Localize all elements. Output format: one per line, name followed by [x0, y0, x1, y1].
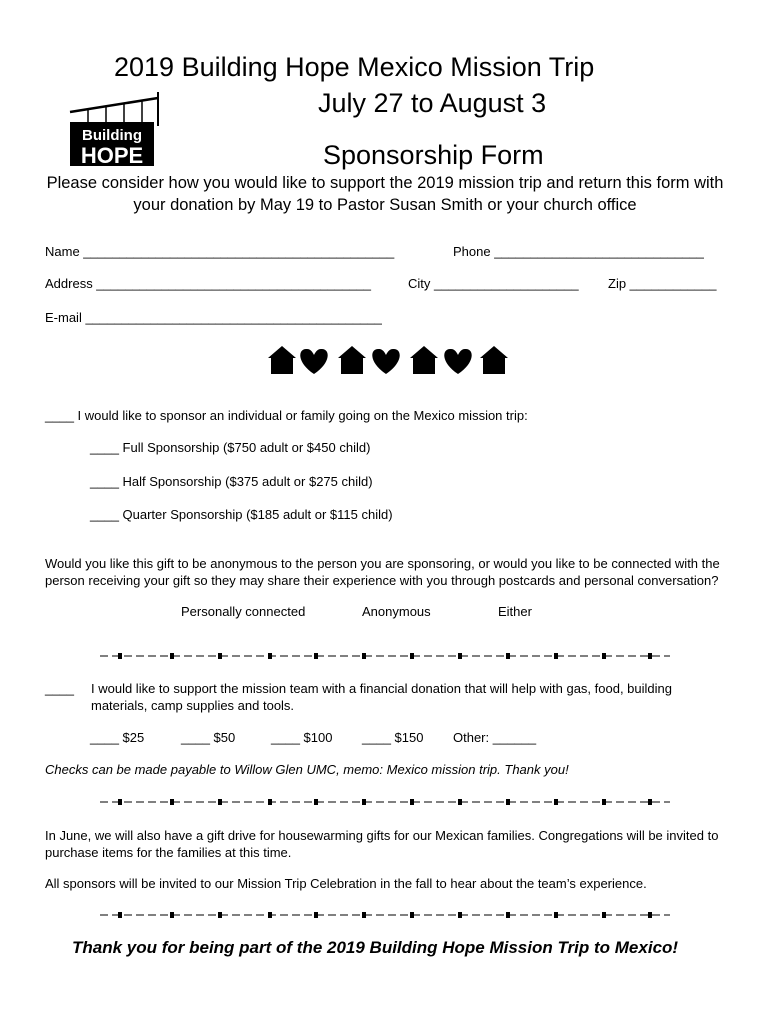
choice-anonymous[interactable]: Anonymous	[362, 604, 431, 619]
phone-field[interactable]: Phone _____________________________	[453, 244, 704, 259]
celebration-text: All sponsors will be invited to our Mission Trip Celebration in the fall to hear about the team’s experience.	[45, 876, 647, 891]
half-sponsorship-option[interactable]: ____ Half Sponsorship ($375 adult or $275 child)	[90, 474, 373, 489]
amount-25[interactable]: ____ $25	[90, 730, 145, 745]
date-range: July 27 to August 3	[318, 88, 547, 118]
logo-text-building: Building	[82, 127, 142, 144]
amount-50[interactable]: ____ $50	[181, 730, 236, 745]
email-field[interactable]: E-mail _________________________________________	[45, 310, 382, 325]
heart-icon	[444, 349, 471, 374]
zip-field[interactable]: Zip ____________	[608, 276, 717, 291]
thank-you-message: Thank you for being part of the 2019 Building Hope Mission Trip to Mexico!	[72, 938, 679, 957]
name-field[interactable]: Name ___________________________________________	[45, 244, 395, 259]
form-title: Sponsorship Form	[323, 140, 544, 170]
amount-150[interactable]: ____ $150	[362, 730, 424, 745]
full-sponsorship-option[interactable]: ____ Full Sponsorship ($750 adult or $450 child)	[90, 440, 371, 455]
section-divider	[100, 910, 670, 920]
anonymity-question: Would you like this gift to be anonymous to the person you are sponsoring, or would you like to be connected with the person receiving your gift so they may share their experience with you through postcards and personal conversation?	[45, 556, 720, 588]
donation-checkbox-blank[interactable]: ____	[45, 681, 74, 696]
gift-drive-text: In June, we will also have a gift drive for housewarming gifts for our Mexican families. Congregations will be invited to purchase items for the families at this time.	[45, 828, 719, 860]
address-field[interactable]: Address ______________________________________	[45, 276, 372, 291]
section-divider	[100, 797, 670, 807]
choice-either[interactable]: Either	[498, 604, 532, 619]
amount-100[interactable]: ____ $100	[271, 730, 333, 745]
houses-hearts-decoration	[266, 344, 510, 376]
amount-other[interactable]: Other: ______	[453, 730, 537, 745]
house-icon	[338, 346, 366, 374]
house-icon	[268, 346, 296, 374]
heart-icon	[372, 349, 399, 374]
choice-personally-connected[interactable]: Personally connected	[181, 604, 306, 619]
logo-text-hope: HOPE	[80, 143, 144, 168]
house-icon	[480, 346, 508, 374]
city-field[interactable]: City ____________________	[408, 276, 579, 291]
intro-text: Please consider how you would like to support the 2019 mission trip and return this form with your donation by May 19 to Pastor Susan Smith or your church office	[46, 174, 724, 214]
heart-icon	[300, 349, 327, 374]
quarter-sponsorship-option[interactable]: ____ Quarter Sponsorship ($185 adult or $115 child)	[90, 507, 393, 522]
page-title: 2019 Building Hope Mexico Mission Trip	[114, 52, 595, 82]
section-divider	[100, 651, 670, 661]
checks-note: Checks can be made payable to Willow Glen UMC, memo: Mexico mission trip. Thank you!	[45, 762, 569, 777]
building-hope-logo	[66, 92, 162, 168]
sponsor-intro[interactable]: ____ I would like to sponsor an individual or family going on the Mexico mission trip:	[45, 408, 528, 423]
donation-text: I would like to support the mission team with a financial donation that will help with gas, food, building materials, camp supplies and tools.	[91, 681, 672, 713]
house-icon	[410, 346, 438, 374]
